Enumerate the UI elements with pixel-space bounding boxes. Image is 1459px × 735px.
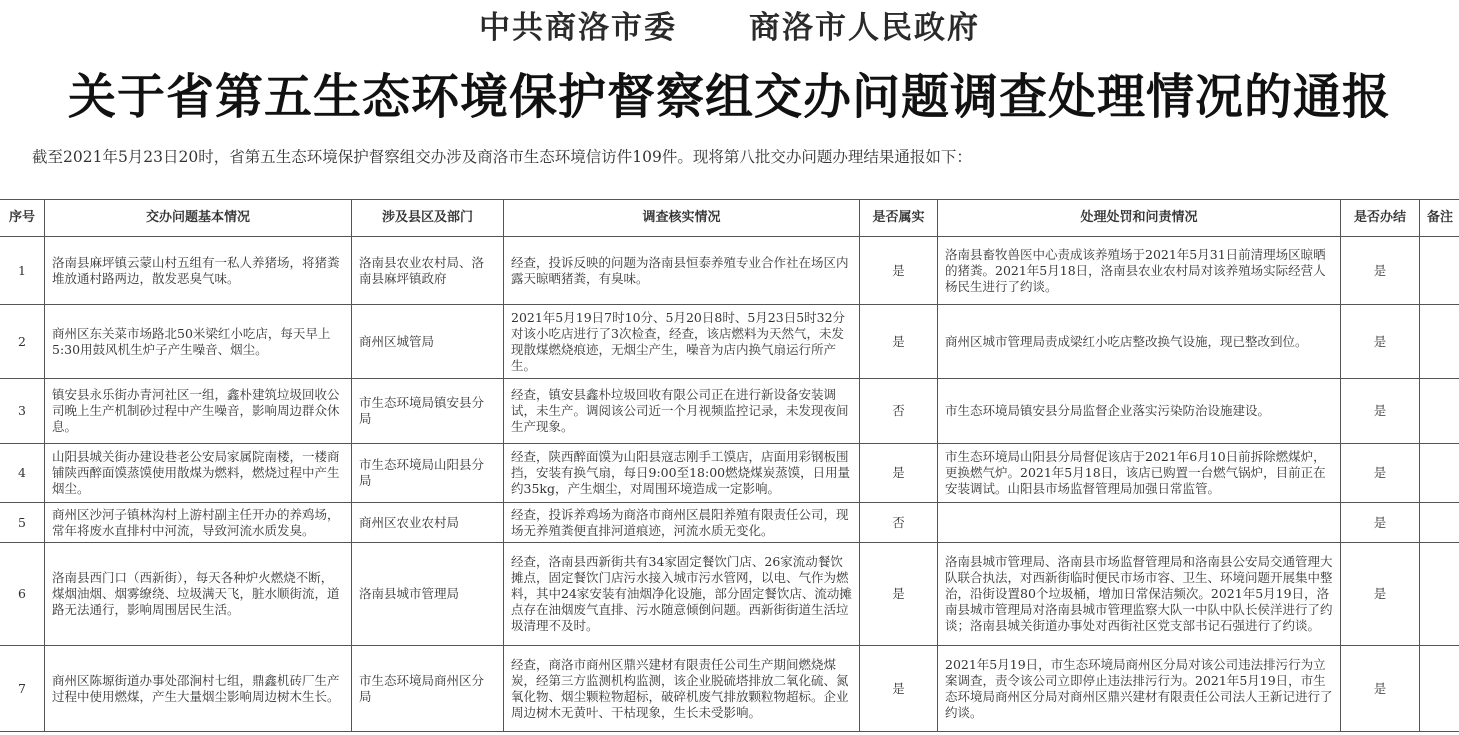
issuer-government: 商洛市人民政府 — [749, 10, 980, 46]
cell-finding: 经查，投诉养鸡场为商洛市商州区晨阳养殖有限责任公司，现场无养殖粪便直排河道痕迹，河流水质无变化。 — [504, 503, 860, 543]
cell-dept: 市生态环境局山阳县分局 — [352, 444, 504, 503]
cell-action: 洛南县畜牧兽医中心责成该养殖场于2021年5月31日前清理场区晾晒的猪粪。2021年5月18日，洛南县农业农村局对该养殖场实际经营人杨民生进行了约谈。 — [938, 237, 1341, 305]
cell-finding: 经查，商洛市商州区鼎兴建材有限责任公司生产期间燃烧煤炭，经第三方监测机构监测，该企业脱硫塔排放二氧化硫、氮氧化物、烟尘颗粒物超标，破碎机废气排放颗粒物超标。企业周边树木无黄叶、干枯现象，生长未受影响。 — [504, 646, 860, 732]
table-row — [0, 379, 1459, 444]
cell-note — [1420, 503, 1459, 543]
cell-no: 2 — [0, 305, 45, 379]
cell-finding: 经查，镇安县鑫朴垃圾回收有限公司正在进行新设备安装调试，未生产。调阅该公司近一个月视频监控记录，未发现夜间生产现象。 — [504, 379, 860, 444]
cell-true: 是 — [860, 444, 938, 503]
cell-dept: 市生态环境局商州区分局 — [352, 646, 504, 732]
cell-action — [938, 503, 1341, 543]
cell-finding: 2021年5月19日7时10分、5月20日8时、5月23日5时32分对该小吃店进行了3次检查，经查，该店燃料为天然气，未发现散煤燃烧痕迹，无烟尘产生，噪音为店内换气扇运行所产生。 — [504, 305, 860, 379]
cell-no: 1 — [0, 237, 45, 305]
table-row — [0, 543, 1459, 646]
cell-finding: 经查，投诉反映的问题为洛南县恒泰养殖专业合作社在场区内露天晾晒猪粪，有臭味。 — [504, 237, 860, 305]
case-table — [0, 199, 1459, 732]
cell-dept: 洛南县农业农村局、洛南县麻坪镇政府 — [352, 237, 504, 305]
cell-dept: 商州区农业农村局 — [352, 503, 504, 543]
col-header-dept: 涉及县区及部门 — [352, 200, 504, 237]
cell-action: 市生态环境局镇安县分局监督企业落实污染防治设施建设。 — [938, 379, 1341, 444]
cell-issue: 商州区陈塬街道办事处邵涧村七组，鼎鑫机砖厂生产过程中使用燃煤，产生大量烟尘影响周边树木生长。 — [45, 646, 352, 732]
cell-issue: 商州区东关菜市场路北50米梁红小吃店，每天早上5:30用鼓风机生炉子产生噪音、烟尘。 — [45, 305, 352, 379]
issuer-party-committee: 中共商洛市委 — [479, 10, 677, 46]
cell-issue: 镇安县永乐街办青河社区一组，鑫朴建筑垃圾回收公司晚上生产机制砂过程中产生噪音，影响周边群众休息。 — [45, 379, 352, 444]
table-header-row — [0, 200, 1459, 237]
cell-issue: 商州区沙河子镇林沟村上游村副主任开办的养鸡场，常年将废水直排村中河流，导致河流水质发臭。 — [45, 503, 352, 543]
col-header-note: 备注 — [1420, 200, 1459, 237]
cell-true: 否 — [860, 503, 938, 543]
col-header-action: 处理处罚和问责情况 — [938, 200, 1341, 237]
cell-action: 2021年5月19日，市生态环境局商州区分局对该公司违法排污行为立案调查，责令该公司立即停止违法排污行为。2021年5月19日，市生态环境局商州区分局对商州区鼎兴建材有限责任公司法人王新记进行了约谈。 — [938, 646, 1341, 732]
cell-no: 5 — [0, 503, 45, 543]
intro-paragraph: 截至2021年5月23日20时，省第五生态环境保护督察组交办涉及商洛市生态环境信访件109件。现将第八批交办问题办理结果通报如下： — [32, 148, 972, 166]
cell-note — [1420, 543, 1459, 646]
table-row — [0, 444, 1459, 503]
cell-note — [1420, 444, 1459, 503]
cell-done: 是 — [1341, 503, 1420, 543]
cell-action: 洛南县城市管理局、洛南县市场监督管理局和洛南县公安局交通管理大队联合执法，对西新街临时便民市场市容、卫生、环境问题开展集中整治，沿街设置80个垃圾桶，增加日常保洁频次。2021年5月19日，洛南县城市管理局对洛南县城市管理监察大队一中队中队长侯洋进行了约谈；洛南县城关街道办事处对西街社区党支部书记石强进行了约谈。 — [938, 543, 1341, 646]
cell-true: 是 — [860, 543, 938, 646]
cell-no: 4 — [0, 444, 45, 503]
cell-dept: 商州区城管局 — [352, 305, 504, 379]
cell-true: 是 — [860, 305, 938, 379]
table-row — [0, 237, 1459, 305]
cell-no: 3 — [0, 379, 45, 444]
cell-done: 是 — [1341, 379, 1420, 444]
cell-true: 否 — [860, 379, 938, 444]
cell-done: 是 — [1341, 237, 1420, 305]
cell-done: 是 — [1341, 305, 1420, 379]
cell-dept: 市生态环境局镇安县分局 — [352, 379, 504, 444]
cell-action: 市生态环境局山阳县分局督促该店于2021年6月10日前拆除燃煤炉，更换燃气炉。2021年5月18日，该店已购置一台燃气锅炉，目前正在安装调试。山阳县市场监督管理局加强日常监管。 — [938, 444, 1341, 503]
cell-note — [1420, 646, 1459, 732]
cell-issue: 洛南县西门口（西新街），每天各种炉火燃烧不断，煤烟油烟、烟雾缭绕、垃圾满天飞，脏水顺街流，道路无法通行，影响周围居民生活。 — [45, 543, 352, 646]
cell-note — [1420, 379, 1459, 444]
cell-true: 是 — [860, 237, 938, 305]
col-header-no: 序号 — [0, 200, 45, 237]
issuer-line — [0, 2, 1459, 47]
cell-finding: 经查，陕西醉面馍为山阳县寇志刚手工馍店，店面用彩钢板围挡，安装有换气扇，每日9:00至18:00燃烧煤炭蒸馍，日用量约35kg，产生烟尘，对周围环境造成一定影响。 — [504, 444, 860, 503]
col-header-true: 是否属实 — [860, 200, 938, 237]
table-row — [0, 305, 1459, 379]
cell-note — [1420, 237, 1459, 305]
cell-true: 是 — [860, 646, 938, 732]
cell-issue: 洛南县麻坪镇云蒙山村五组有一私人养猪场，将猪粪堆放通村路两边，散发恶臭气味。 — [45, 237, 352, 305]
cell-done: 是 — [1341, 543, 1420, 646]
cell-done: 是 — [1341, 646, 1420, 732]
cell-no: 7 — [0, 646, 45, 732]
col-header-finding: 调查核实情况 — [504, 200, 860, 237]
cell-note — [1420, 305, 1459, 379]
cell-no: 6 — [0, 543, 45, 646]
cell-dept: 洛南县城市管理局 — [352, 543, 504, 646]
cell-done: 是 — [1341, 444, 1420, 503]
table-row — [0, 503, 1459, 543]
document-title: 关于省第五生态环境保护督察组交办问题调查处理情况的通报 — [67, 69, 1391, 125]
cell-issue: 山阳县城关街办建设巷老公安局家属院南楼，一楼商铺陕西醉面馍蒸馍使用散煤为燃料，燃烧过程中产生烟尘。 — [45, 444, 352, 503]
col-header-issue: 交办问题基本情况 — [45, 200, 352, 237]
cell-action: 商州区城市管理局责成梁红小吃店整改换气设施，现已整改到位。 — [938, 305, 1341, 379]
table-row — [0, 646, 1459, 732]
col-header-done: 是否办结 — [1341, 200, 1420, 237]
cell-finding: 经查，洛南县西新街共有34家固定餐饮门店、26家流动餐饮摊点，固定餐饮门店污水接入城市污水管网，以电、气作为燃料，其中24家安装有油烟净化设施，部分固定餐饮店、流动摊点存在油烟废气直排、污水随意倾倒问题。西新街街道生活垃圾清理不及时。 — [504, 543, 860, 646]
